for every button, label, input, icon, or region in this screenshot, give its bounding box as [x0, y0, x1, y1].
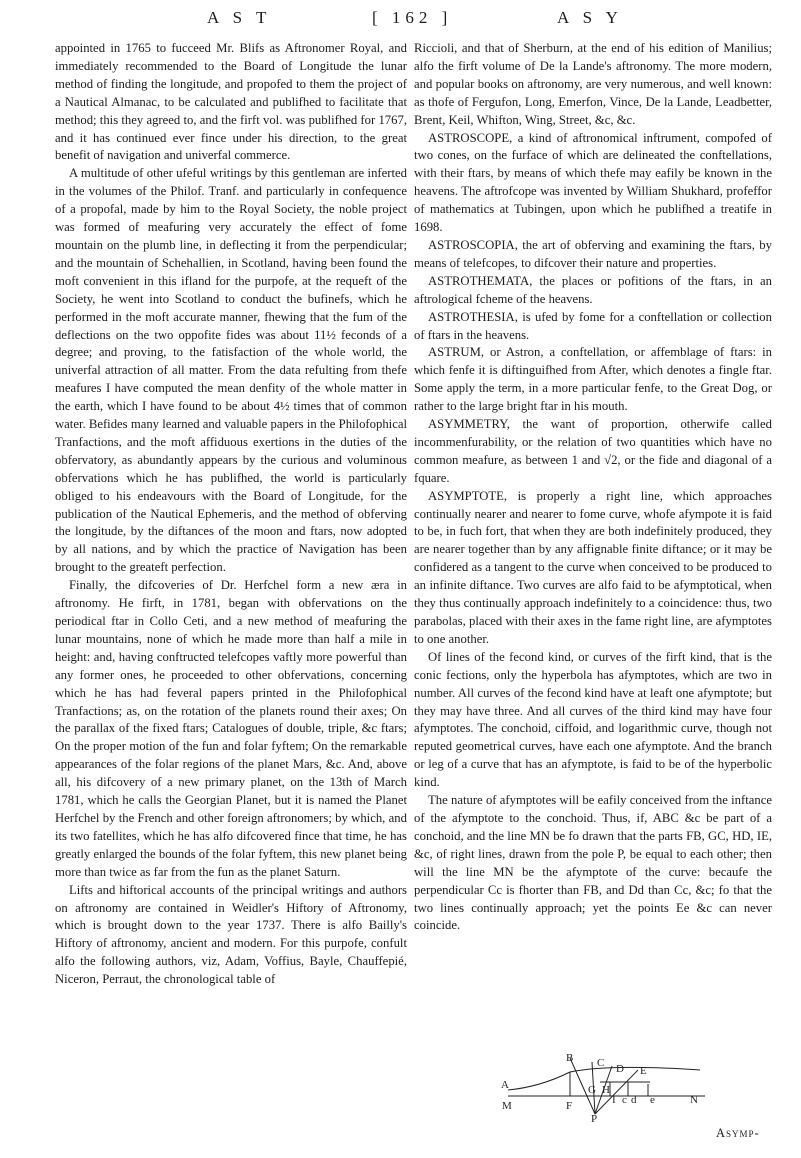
label-b: B — [566, 1052, 574, 1064]
right-column — [414, 40, 772, 935]
label-d-small: d — [631, 1094, 637, 1106]
label-c: C — [597, 1057, 605, 1069]
entry-asymmetry: ASYMMETRY, the want of proportion, otherwife called incommenfurability, or the relation of two quantities which have no common meafure, as between 1 and √2, or the fide and diagonal of a fquare. — [414, 417, 772, 485]
entry-astrothemata: ASTROTHEMATA, the places or pofitions of the ftars, in an aftrological fcheme of the heavens. — [414, 273, 772, 306]
paragraph: Of lines of the fecond kind, or curves of the firft kind, that is the conic fections, only the hyperbola has afymptotes, which are two in number. All curves of the fecond kind have at leaft one afymptote; but they may have three. And all curves of the third kind may have four afymptotes. The conchoid, ciffoid, and logarithmic curve, though not reputed geometrical curves, have each one afymptote. And the branch or leg of a curve that has an afymptote, is faid to be of the hyperbolic kind. — [414, 649, 772, 790]
paragraph: A multitude of other ufeful writings by this gentleman are inferted in the volumes of the Philof. Tranf. and particularly in confequence of a propofal, made by him to the Royal Society, the noble project was formed of meafuring very accurately the effect of fome mountain on the plumb line, in deflecting it from the perpendicular; and the mountain of Schehallien, in Scotland, having been found the moft convenient in this ifland for the purpofe, at the requeft of the Society, he went into Scotland to conduct the bufinefs, which he performed in the moft accurate manner, fhewing that the fum of the deflections on the two oppofite fides was about 11½ feconds of a degree; and proving, to the fatisfaction of the whole world, the univerfal attraction of all matter. From the data refulting from thefe meafures I have computed the mean denfity of the whole matter in the earth, which I have found to be about 4½ times that of common water. Befides many learned and valuable papers in the Philofophical Tranfactions, and the moft affiduous exertions in the duties of the obfervatory, as abundantly appears by the curious and voluminous obfervations which he has publifhed, the world is particularly obliged to his endeavours with the Board of Longitude, for the publication of the Nautical Ephemeris, and the method of obferving the longitude, by the diftances of the moon and ftars, now adopted by all nations, and by which the practice of Navigation has been brought to the greateft perfection. — [55, 166, 407, 575]
entry-astroscope: ASTROSCOPE, a kind of aftronomical inftrument, compofed of two cones, on the furface of which are delineated the conftellations, with their ftars, by means of which thefe may eafily be known in the heavens. The aftrofcope was invented by William Shukhard, profeffor of mathematics at Tubingen, upon which he publifhed a treatife in 1698. — [414, 130, 772, 235]
label-m: M — [502, 1100, 512, 1112]
header-left-word: A S T — [207, 8, 272, 27]
header-right-word: A S Y — [557, 8, 623, 27]
label-a: A — [501, 1079, 509, 1091]
label-e-small: e — [650, 1094, 655, 1106]
label-d: D — [616, 1063, 624, 1075]
entry-astrothesia: ASTROTHESIA, is ufed by fome for a conftellation or collection of ftars in the heavens. — [414, 309, 772, 342]
label-i: I — [612, 1094, 616, 1106]
paragraph: Lifts and hiftorical accounts of the principal writings and authors on aftronomy are contained in Weidler's Hiftory of Aftronomy, which is brought down to the year 1737. There is alfo Bailly's Hiftory of aftronomy, ancient and modern. For this purpofe, confult alfo the following authors, viz, Adam, Voffius, Bayle, Chauffepié, Niceron, Perraut, the chronological table of — [55, 882, 407, 987]
entry-astrum: ASTRUM, or Astron, a conftellation, or affemblage of ftars: in which fenfe it is diftinguifhed from After, which denotes a fingle ftar. Some apply the term, in a more particular fenfe, to the Great Dog, or rather to the large bright ftar in his mouth. — [414, 345, 772, 414]
entry-asymptote: ASYMPTOTE, is properly a right line, which approaches continually nearer and nearer to fome curve, whofe afympote it is faid to be, in fuch fort, that when they are both indefinitely produced, they are nearer together than by any affignable finite diftance; or it may be confidered as a tangent to the curve when conceived to be produced to an infinite diftance. Two curves are alfo faid to be afymptotical, when they thus continually approach indefinitely to a coincidence: thus, two parabolas, placed with their axes in the fame right line, are afymptotes to one another. — [414, 488, 772, 646]
label-h: H — [602, 1084, 610, 1096]
running-header — [0, 6, 801, 34]
label-c-small: c — [622, 1094, 627, 1106]
label-e: E — [640, 1065, 647, 1077]
paragraph: Riccioli, and that of Sherburn, at the end of his edition of Manilius; alfo the firft volume of De la Lande's aftronomy. The more modern, and popular books on aftronomy, are very numerous, and well known: as thofe of Fergufon, Long, Emerfon, Vince, De la Lande, Leadbetter, Brent, Keil, Whifton, Wing, Street, &c, &c. — [414, 41, 772, 127]
label-n: N — [690, 1094, 698, 1106]
conchoid-asymptote-figure — [500, 1052, 710, 1122]
catchword: Asymp- — [716, 1126, 760, 1140]
entry-astroscopia: ASTROSCOPIA, the art of obferving and examining the ftars, by means of telefcopes, to difcover their nature and properties. — [414, 237, 772, 270]
label-p: P — [591, 1113, 598, 1122]
left-column — [55, 40, 407, 989]
page-number: [ 162 ] — [372, 8, 453, 27]
label-g: G — [588, 1084, 596, 1096]
paragraph: appointed in 1765 to fucceed Mr. Blifs as Aftronomer Royal, and immediately recommended to the Board of Longitude the lunar method of finding the longitude, and propofed to them the project of a Nautical Almanac, to be calculated and publifhed to facilitate that method; this they agreed to, and the firft vol. was publifhed for 1767, and it has continued ever fince under his direction, to the great benefit of navigation and univerfal commerce. — [55, 41, 407, 163]
paragraph: Finally, the difcoveries of Dr. Herfchel form a new æra in aftronomy. He firft, in 1781, began with obfervations on the periodical ftar in Collo Ceti, and a new method of meafuring the lunar mountains, none of which he made more than half a mile in height: and, having conftructed telefcopes vaftly more powerful than any former ones, he proceeded to other obfervations, concerning which he has had feveral papers printed in the Philofophical Tranfactions; as, on the rotation of the planets round their axes; On the parallax of the fixed ftars; Catalogues of double, triple, &c ftars; On the proper motion of the fun and folar fyftem; On the remarkable appearances of the folar regions of the planet Mars, &c. And, above all, his difcovery of a new primary planet, on the 13th of March 1781, which he calls the Georgian Planet, but it is named the Planet Herfchel by the French and other foreign aftronomers; by which, and its two fatellites, which he has alfo difcovered fince that time, he has greatly enlarged the bounds of the folar fyftem, this new planet being more than twice as far from the fun as the planet Saturn. — [55, 578, 407, 879]
paragraph: The nature of afymptotes will be eafily conceived from the inftance of the afymptote to the conchoid. Thus, if, ABC &c be part of a conchoid, and the line MN be fo drawn that the parts FB, GC, HD, IE, &c, of right lines, drawn from the pole P, be equal to each other; then will the line MN be the afymptote of the curve: becaufe the perpendicular Cc is fhorter than FB, and Dd than Cc, &c; fo that the two lines continually approach; yet the points Ee &c can never coincide. — [414, 793, 772, 933]
label-f: F — [566, 1100, 573, 1112]
